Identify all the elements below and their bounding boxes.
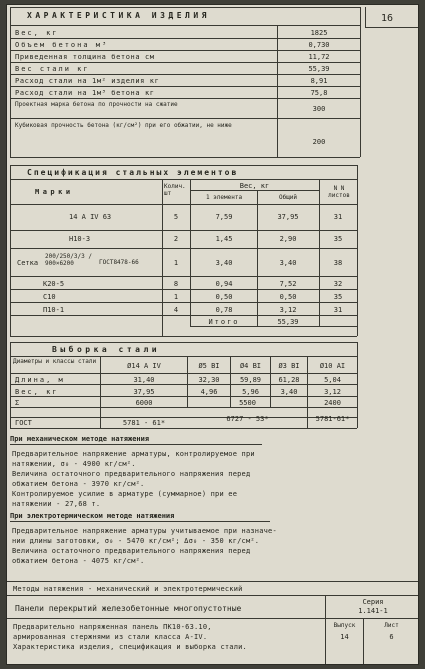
spec-col-mark: Марки [35,188,74,196]
spec-row-mark: 14 A IV 63 [69,213,112,221]
selection-weight-cell: 3,40 [280,388,298,396]
char-label-steel-per-m2: Расход стали на 1м² изделия кг [15,77,160,85]
char-value-cube-strength: 200 [312,138,326,146]
spec-row-qty: 4 [173,306,179,314]
spec-row-mark-fraction: 200/250/3/3 / 900×6200 [45,253,92,267]
spec-col-qty: Колич. шт [164,183,186,197]
tb-issue-label: Выпуск [333,622,356,629]
selection-length-cell: 5,04 [324,376,341,384]
spec-row-unit: 7,59 [215,213,233,221]
tb-product: Панели перекрытий железобетонные многопустотные [15,604,242,613]
spec-row-qty: 8 [173,280,179,288]
char-value-steel-weight: 55,39 [308,65,330,73]
page-number: 16 [380,13,394,24]
char-label-weight: Вес, кг [15,29,59,37]
mech-heading: При механическом методе натяжения [10,435,150,443]
tb-series-value: 1.141-1 [358,607,388,615]
spec-col-sheets: N N листов [328,185,350,199]
char-label-steel-weight: Вес стали кг [15,65,90,73]
elec-line: нии длины заготовки, σ₀ - 5470 кг/см²; Δσ₀ - 350 кг/см². [12,537,260,545]
tb-desc-line: Предварительно напряженная панель ПК10-63.10, [13,623,212,631]
selection-gost-right: 5781-61* [315,415,350,423]
selection-gost-mid: 6727 - 53* [226,415,269,423]
spec-row-qty: 1 [173,259,179,267]
selection-length-cell: 31,40 [133,376,155,384]
char-value-thickness: 11,72 [308,53,330,61]
spec-total-label: Итого [208,318,240,326]
drawing-sheet [6,4,419,665]
tb-sheet-value: 6 [389,633,394,641]
characteristics-title: ХАРАКТЕРИСТИКА ИЗДЕЛИЯ [27,11,210,20]
spec-row-sheet: 35 [333,293,343,301]
elec-line: Предварительное напряжение арматуры учитываемое при назначе- [12,527,277,535]
spec-row-total: 3,12 [279,306,297,314]
spec-row-total: 37,95 [277,213,299,221]
spec-col-weight: Вес, кг [239,182,270,190]
spec-row-qty: 2 [173,235,179,243]
selection-length-cell: 61,28 [278,376,300,384]
selection-gost-left: 5781 - 61* [122,419,166,427]
spec-row-unit: 3,40 [215,259,233,267]
selection-sum-left: 6000 [135,399,153,407]
selection-col-d4: Ø4 BI [239,362,262,370]
spec-row-sheet: 38 [333,259,343,267]
spec-total-value: 55,39 [277,318,299,326]
spec-row-mark: К20-5 [43,280,65,288]
selection-col-d14: Ø14 A IV [127,362,161,370]
elec-heading: При электротермическом методе натяжения [10,512,175,520]
spec-row-total: 3,40 [279,259,297,267]
selection-col-d3: Ø3 BI [278,362,300,370]
spec-row-sheet: 35 [333,235,343,243]
spec-row-sheet: 31 [333,306,343,314]
char-value-concrete-volume: 0,730 [308,41,330,49]
mech-line: натяжении - 27,68 т. [12,500,101,508]
spec-row-unit: 0,94 [215,280,233,288]
selection-weight-cell: 37,95 [133,388,155,396]
tb-methods: Методы натяжения - механический и электротермический [13,585,243,593]
mech-line: обжатием бетона - 3970 кг/см². [12,480,145,488]
char-label-thickness: Приведенная толщина бетона см [15,53,155,61]
spec-row-mark: С10 [43,293,56,301]
spec-row-mark: Н10-3 [69,235,91,243]
tb-issue-value: 14 [340,633,349,641]
char-label-concrete-grade: Проектная марка бетона по прочности на сжатие [15,101,178,108]
char-value-weight: 1825 [310,29,328,37]
elec-line: Величина остаточного предварительного напряжения перед [12,547,251,555]
spec-row-sheet: 31 [333,213,343,221]
mech-line: Контролируемое усилие в арматуре (суммарное) при ее [12,490,238,498]
char-label-cube-strength: Кубиковая прочность бетона (кг/см²) при его обжатии, не ниже [15,122,232,129]
spec-row-mark: П10-1 [43,306,65,314]
spec-row-mark-gost: ГОСТ8478-66 [99,259,139,266]
selection-length-cell: 32,30 [198,376,220,384]
char-value-concrete-grade: 300 [312,105,326,113]
tb-series-label: Серия [362,598,384,606]
tb-desc-line: Характеристика изделия, спецификация и выборка стали. [13,643,247,651]
tb-desc-line: армированная стержнями из стали класса A-IV. [13,633,208,641]
spec-row-sheet: 32 [333,280,343,288]
spec-row-qty: 5 [173,213,179,221]
spec-row-total: 7,52 [279,280,297,288]
selection-sum-right: 2400 [324,399,341,407]
selection-length-cell: 59,89 [239,376,262,384]
selection-weight-cell: 3,12 [324,388,341,396]
mech-line: натяжении, σ₀ - 4900 кг/см². [12,460,136,468]
spec-row-total: 0,50 [279,293,297,301]
selection-header-label: Диаметры и классы стали [13,358,97,365]
spec-row-unit: 0,78 [215,306,233,314]
elec-line: обжатием бетона - 4075 кг/см². [12,557,145,565]
selection-weight-cell: 4,96 [200,388,218,396]
mech-line: Величина остаточного предварительного напряжения перед [12,470,251,478]
char-value-steel-per-m2: 8,91 [310,77,328,85]
selection-weight-cell: 5,96 [242,388,259,396]
selection-weight-label: Вес, кг [15,388,59,396]
tb-sheet-label: Лист [384,622,399,629]
char-value-steel-per-m3: 75,8 [310,89,328,97]
spec-title: Спецификация стальных элементов [27,168,239,177]
selection-title: Выборка стали [52,345,161,354]
spec-row-unit: 0,50 [215,293,233,301]
spec-row-total: 2,90 [279,235,297,243]
char-label-concrete-volume: Объем бетона м³ [15,41,109,49]
mech-line: Предварительное напряжение арматуры, контролируемое при [12,450,255,458]
spec-row-unit: 1,45 [215,235,233,243]
spec-col-total: Общий [278,194,298,201]
selection-sum-mid: 5500 [239,399,256,407]
selection-sum-label: Σ [15,399,20,407]
selection-col-d10: Ø10 AI [319,362,346,370]
selection-length-label: Длина, м [15,376,65,384]
spec-row-qty: 1 [173,293,179,301]
selection-col-d5: Ø5 BI [198,362,220,370]
spec-row-mark: Сетка [17,259,39,267]
char-label-steel-per-m3: Расход стали на 1м³ бетона кг [15,89,155,97]
selection-gost-label: ГОСТ [15,419,32,427]
spec-col-unit: 1 элемента [205,194,243,201]
